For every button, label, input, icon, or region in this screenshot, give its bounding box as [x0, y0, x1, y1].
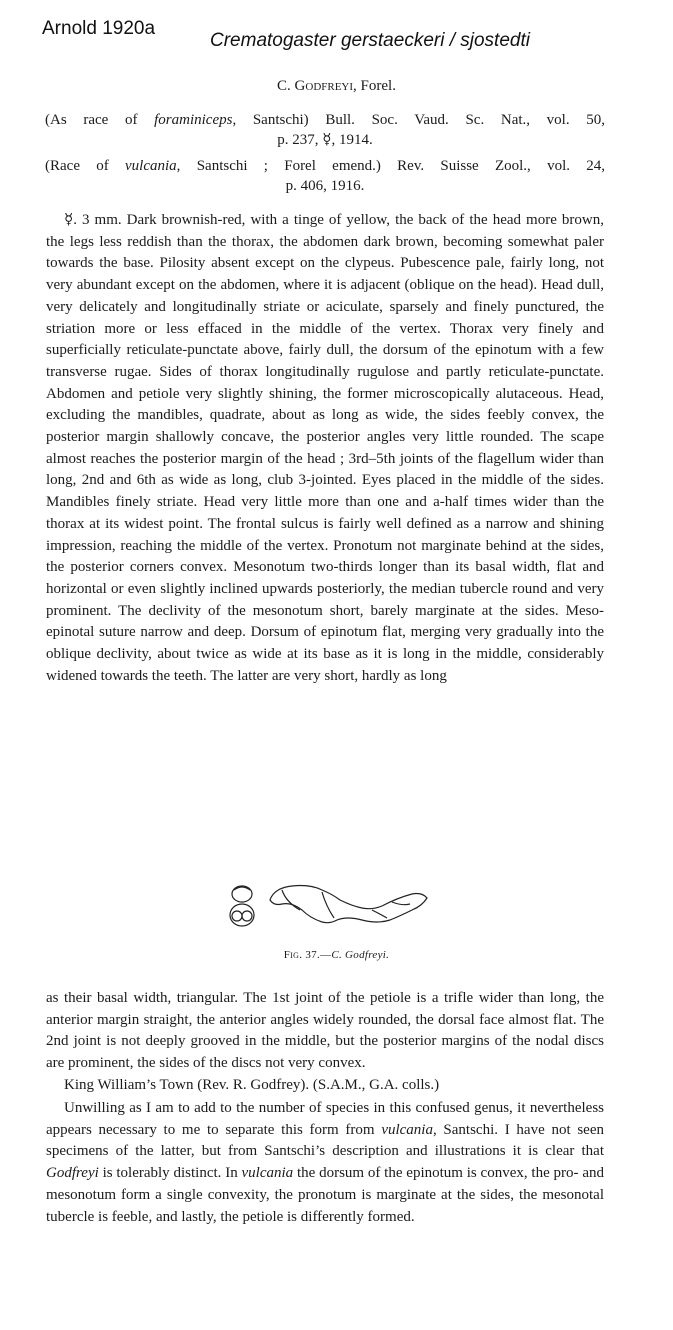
- caption-prefix: Fig. 37.—: [283, 949, 332, 961]
- remarks-text-2: , Santschi. I have not seen specimens of the latter, but from Santschi’s description and illustrations it is clear that: [46, 1121, 604, 1160]
- remarks-italic-3: vulcania: [241, 1165, 294, 1182]
- citation-2-pre: (Race of: [45, 158, 126, 174]
- description-paragraph: ☿. 3 mm. Dark brownish-red, with a tinge of yellow, the back of the head more brown, the legs less reddish than the thorax, the abdomen dark brown, becoming somewhat paler towards the base. Pilosity absent except on the clypeus. Pubescence pale, fairly long, not very abundant except on the abdomen, where it is adjacent (oblique on the head). Head dull, very delicately and longitudinally striate or aciculate, sparsely and finely punctured, the striation more or less effaced in the middle of the vertex. Thorax very finely and superficially reticulate-punctate above, fairly dull, the dorsum of the epinotum with a few transverse rugae. Sides of thorax longitudinally rugulose and partly reticulate-punctate. Abdomen and petiole very slightly shining, the former microscopically alutaceous. Head, excluding the mandibles, quadrate, about as long as wide, the sides feebly convex, the posterior margin shallowly concave, the posterior angles very little rounded. The scape almost reaches the posterior margin of the head ; 3rd–5th joints of the flagellum wider than long, 2nd and 6th as wide as long, club 3-jointed. Eyes placed in the middle of the sides. Mandibles finely striate. Head very little more than one and a-half times wider than the thorax at its widest point. The frontal sulcus is fairly well defined as a narrow and shining impression, reaching the middle of the vertex. Pronotum not marginate behind at the sides, the posterior corners convex. Mesonotum two-thirds longer than its basal width, flat and horizontal or even slightly inclined upwards posteriorly, the median tubercle round and very prominent. The declivity of the mesonotum short, barely marginate at the sides. Meso-epinotal suture narrow and deep. Dorsum of epinotum flat, merging very gradually into the oblique declivity, about twice as wide at its base as it is long in the middle, considerably widened towards the teeth. The latter are very short, hardly as long: [46, 212, 604, 684]
- citation-2-italic: vulcania: [125, 158, 177, 174]
- species-name: C. Godfreyi: [277, 78, 354, 94]
- species-author: , Forel.: [353, 78, 396, 94]
- description-continuation: as their basal width, triangular. The 1st joint of the petiole is a trifle wider than long, the anterior margin straight, the anterior angles widely rounded, the dorsal face almost flat. The 2nd joint is not deeply grooved in the middle, but the posterior margins of the nodal discs are prominent, the sides of the discs not very convex.: [46, 990, 604, 1072]
- remarks-italic-2: Godfreyi: [46, 1165, 99, 1182]
- caption-species: C. Godfreyi.: [331, 949, 390, 961]
- remarks-paragraph: [46, 1098, 604, 1228]
- petiole-disc-right: [242, 911, 252, 921]
- remarks-text-3: is tolerably distinct. In: [98, 1165, 242, 1182]
- petiole-figure: [222, 880, 432, 930]
- citation-1: [45, 110, 605, 150]
- remarks-italic-1: vulcania: [381, 1121, 433, 1138]
- citation-2-cont: p. 406, 1916.: [285, 178, 365, 194]
- species-tag: Crematogaster gerstaeckeri / sjostedti: [210, 30, 530, 51]
- citation-2: [45, 156, 605, 196]
- remarks-text-4: the dorsum of the epinotum is convex, the pro- and mesonotum form a single convexity, the pronotum is marginate at the sides, the mesonotal tubercle is feeble, and lastly, the petiole is differently formed.: [46, 1165, 604, 1225]
- citation-2-post: , Santschi ; Forel emend.) Rev. Suisse Zool., vol. 24,: [176, 158, 606, 174]
- reference-tag: Arnold 1920a: [42, 18, 156, 39]
- petiole-disc-left: [232, 911, 242, 921]
- species-title: [0, 78, 673, 95]
- citation-1-pre: (As race of: [45, 112, 155, 128]
- thorax-suture-3: [372, 910, 387, 918]
- citation-1-cont: p. 237, ☿, 1914.: [277, 132, 373, 148]
- petiole-node-upper: [232, 886, 252, 902]
- thorax-suture-4: [392, 902, 410, 905]
- thorax-suture-2: [322, 892, 334, 918]
- citation-1-post: , Santschi) Bull. Soc. Vaud. Sc. Nat., vol. 50,: [232, 112, 605, 128]
- citation-1-italic: foraminiceps: [154, 112, 233, 128]
- locality-line: King William’s Town (Rev. R. Godfrey). (S.A.M., G.A. colls.): [64, 1077, 440, 1093]
- figure-caption: [0, 949, 673, 961]
- remarks-text-1: Unwilling as I am to add to the number of species in this confused genus, it nevertheless appears necessary to me to separate this form from: [46, 1100, 604, 1138]
